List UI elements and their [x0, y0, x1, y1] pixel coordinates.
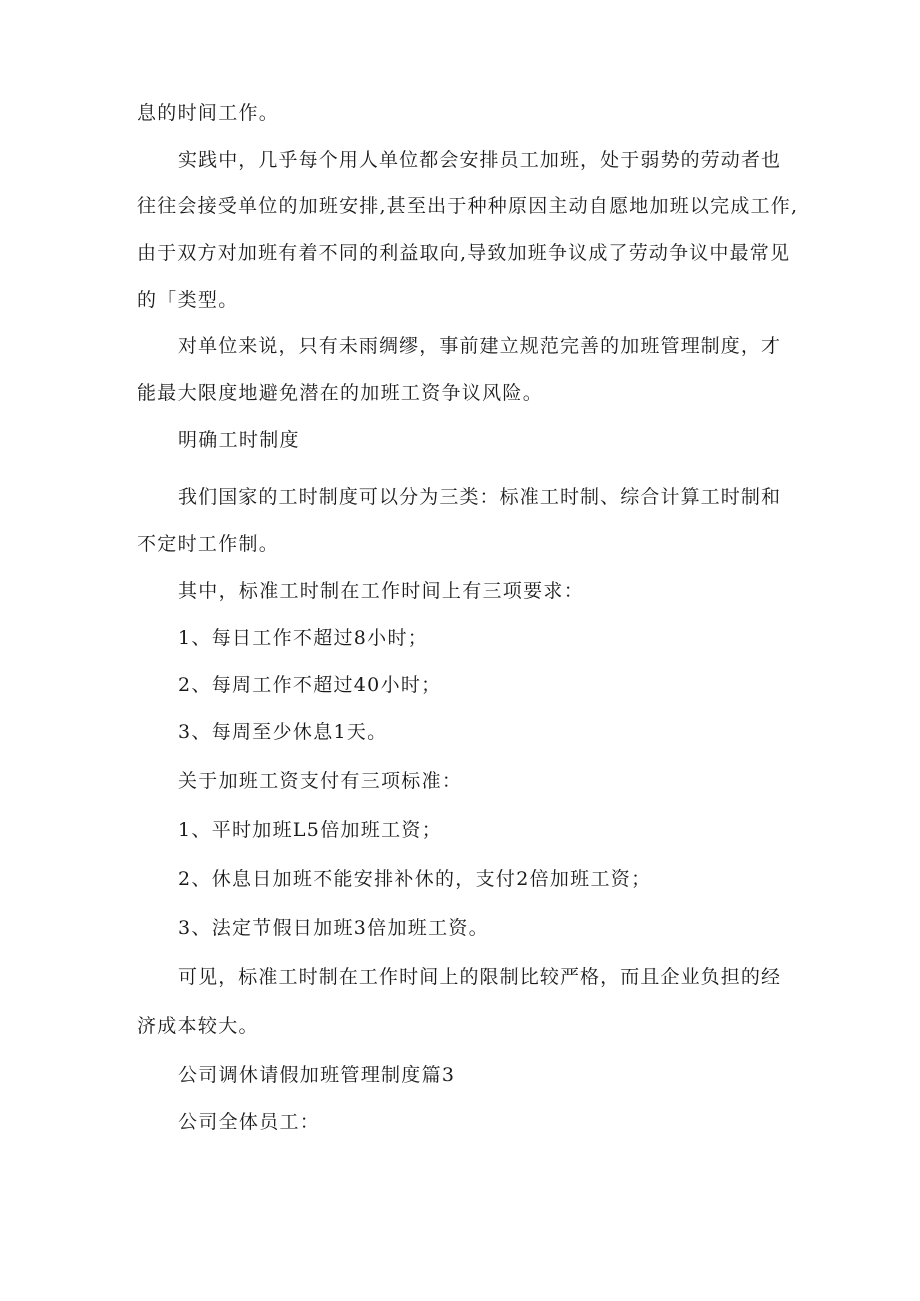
text-line: 其中，标准工时制在工作时间上有三项要求： — [178, 580, 585, 602]
text-line: 息的时间工作。 — [137, 102, 280, 124]
text-line: 公司全体员工： — [178, 1111, 321, 1133]
list-item: 2、休息日加班不能安排补休的，支付2倍加班工资； — [178, 868, 652, 890]
text-line: 对单位来说，只有未雨绸缪，事前建立规范完善的加班管理制度，才 — [178, 335, 780, 357]
text-line: 不定时工作制。 — [137, 533, 280, 555]
text-line: 济成本较大。 — [137, 1015, 259, 1037]
text-line: 的「类型。 — [137, 289, 239, 311]
text-line: 我们国家的工时制度可以分为三类：标准工时制、综合计算工时制和 — [178, 486, 780, 508]
section-heading: 公司调休请假加班管理制度篇3 — [178, 1064, 456, 1086]
section-heading: 明确工时制度 — [178, 429, 300, 451]
text-line: 往往会接受单位的加班安排,甚至出于种种原因主动自愿地加班以完成工作, — [137, 195, 797, 217]
list-item: 1、每日工作不超过8小时； — [178, 627, 429, 649]
text-line: 关于加班工资支付有三项标准： — [178, 770, 463, 792]
text-line: 可见，标准工时制在工作时间上的限制比较严格，而且企业负担的经 — [178, 966, 780, 988]
text-line: 由于双方对加班有着不同的利益取向,导致加班争议成了劳动争议中最常见 — [137, 242, 789, 264]
list-item: 1、平时加班L5倍加班工资； — [178, 819, 442, 841]
list-item: 2、每周工作不超过40小时； — [178, 674, 442, 696]
text-line: 实践中，几乎每个用人单位都会安排员工加班，处于弱势的劳动者也 — [178, 149, 780, 171]
list-item: 3、每周至少休息1天。 — [178, 721, 388, 743]
list-item: 3、法定节假日加班3倍加班工资。 — [178, 917, 489, 939]
text-line: 能最大限度地避免潜在的加班工资争议风险。 — [137, 382, 544, 404]
